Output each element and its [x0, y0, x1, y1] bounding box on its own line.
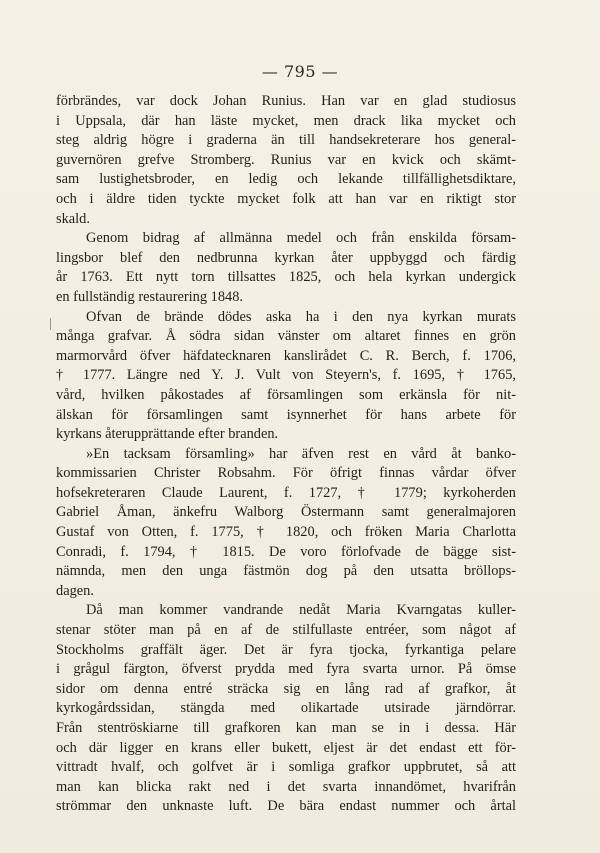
text-line: många grafvar. Å södra sidan vänster om altaret finnes en grön: [56, 328, 516, 345]
text-line: »En tacksam församling» har äfven rest en vård åt banko-: [86, 445, 516, 462]
text-line: vård, hvilken påkostades af församlingen som erkänsla för nit-: [56, 386, 516, 403]
margin-mark: [50, 318, 51, 330]
text-line: marmorvård öfver häfdatecknaren kanslirådet C. R. Berch, f. 1706,: [56, 347, 516, 364]
text-line: guvernören grefve Stromberg. Runius var en kvick och skämt-: [56, 151, 516, 168]
text-line: man kan blicka rakt ned i det svarta innandömet, hvarifrån: [56, 778, 516, 795]
text-line: i grågul färgton, öfverst prydda med fyra svarta urnor. På ömse: [56, 661, 516, 678]
text-line: Gustaf von Otten, f. 1775, † 1820, och fröken Maria Charlotta: [56, 524, 516, 541]
text-line: Genom bidrag af allmänna medel och från enskilda försam-: [86, 230, 516, 247]
text-line: vittradt hvalf, och golfvet är i somliga grafkor uppbrutet, så att: [56, 759, 516, 776]
text-line: Conradi, f. 1794, † 1815. De voro förlofvade de bägge sist-: [56, 543, 516, 560]
text-line: Ofvan de brände dödes aska ha i den nya kyrkan murats: [86, 308, 516, 325]
text-line: kommissarien Christer Robsahm. För öfrigt finnas vårdar öfver: [56, 465, 516, 482]
text-line: och i äldre tiden tyckte mycket folk att han var en riktigt stor: [56, 190, 516, 207]
text-line: Stockholms graffält äger. Det är fyra tjocka, fyrkantiga pelare: [56, 641, 516, 658]
text-line: stenar stöter man på en af de stilfullaste entréer, som något af: [56, 622, 516, 639]
text-line: kyrkogårdssidan, stängda med olikartade utsirade järndörrar.: [56, 700, 516, 717]
text-line: Från stentröskiarne till grafkoren kan man se in i dessa. Här: [56, 720, 516, 736]
page-number: — 795 —: [261, 62, 339, 81]
text-line: dagen.: [56, 582, 94, 599]
text-line: år 1763. Ett nytt torn tillsattes 1825, och hela kyrkan undergick: [56, 269, 516, 286]
body-text: [56, 92, 516, 817]
text-line: älskan för församlingen samt isynnerhet för hans arbete för: [56, 406, 516, 423]
text-line: strömmar den unknaste luft. De bära endast nummer och årtal: [56, 798, 516, 815]
text-line: Gabriel Åman, änkefru Walborg Östermann samt generalmajoren: [56, 504, 516, 521]
text-line: sam lustighetsbroder, en ledig och lekande tillfällighetsdiktare,: [56, 171, 516, 188]
text-line: lingsbor blef den nedbrunna kyrkan åter uppbyggd och färdig: [56, 249, 516, 266]
text-line: en fullständig restaurering 1848.: [56, 288, 244, 305]
text-line: och där ligger en krans eller bukett, eljest är det endast ett för-: [56, 739, 516, 756]
text-line: hofsekreteraren Claude Laurent, f. 1727, † 1779; kyrkoherden: [56, 484, 516, 501]
text-line: nämnda, men den unga fästmön dog på den utsatta bröllops-: [56, 563, 516, 580]
text-line: steg aldrig högre i graderna än till handsekreterare hos general-: [56, 132, 516, 149]
text-line: Då man kommer vandrande nedåt Maria Kvarngatas kuller-: [86, 602, 516, 619]
text-line: kyrkans återupprättande efter branden.: [56, 426, 279, 443]
text-line: skald.: [56, 210, 90, 227]
text-line: förbrändes, var dock Johan Runius. Han var en glad studiosus: [56, 93, 516, 109]
text-line: sidor om denna entré sträcka sig en lång rad af grafkor, åt: [56, 680, 516, 697]
text-line: i Uppsala, där han läste mycket, men drack lika mycket och: [56, 112, 516, 129]
text-line: † 1777. Längre ned Y. J. Vult von Steyern's, f. 1695, † 1765,: [56, 367, 516, 384]
